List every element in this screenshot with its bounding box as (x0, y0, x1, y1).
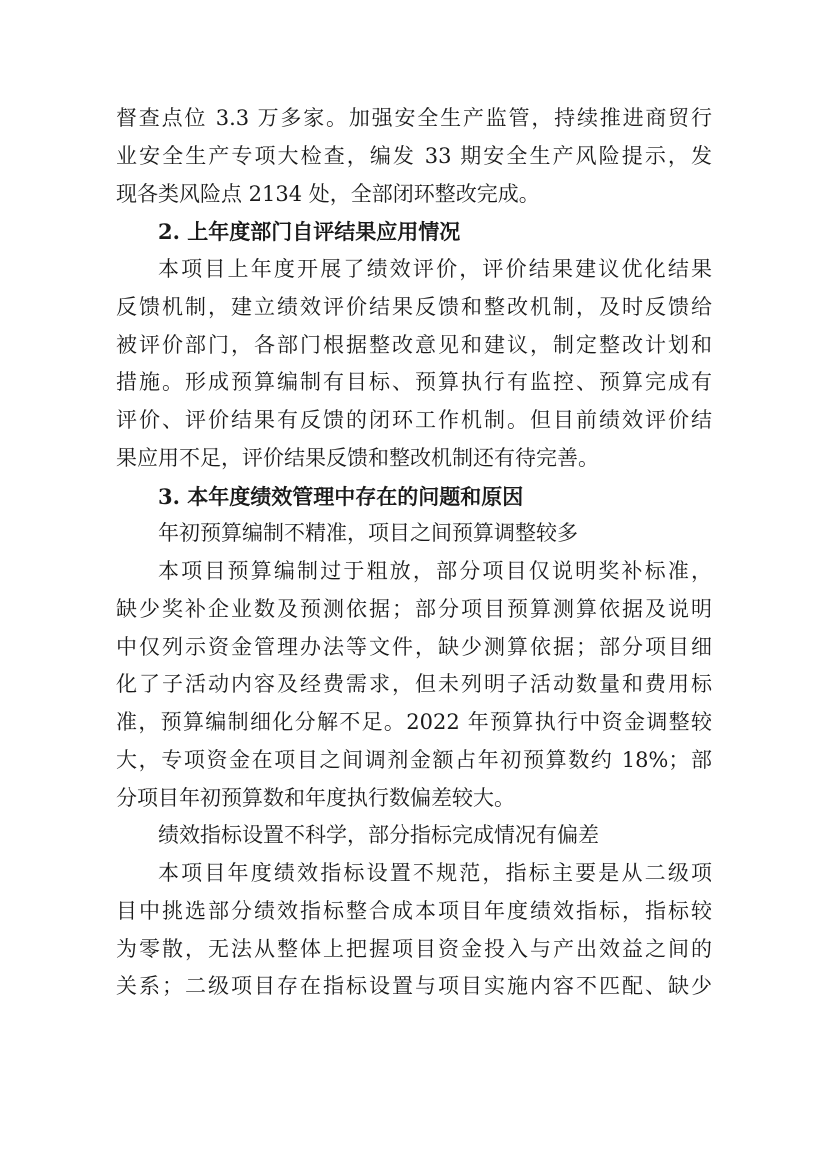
section-heading: 2. 上年度部门自评结果应用情况 (158, 219, 461, 245)
body-text (116, 100, 712, 1006)
paragraph-line: 评价、评价结果有反馈的闭环工作机制。但目前绩效评价结 (116, 408, 712, 432)
section-heading: 3. 本年度绩效管理中存在的问题和原因 (158, 483, 524, 509)
subheading-line: 年初预算编制不精准，项目之间预算调整较多 (158, 521, 578, 546)
paragraph-line: 本项目上年度开展了绩效评价，评价结果建议优化结果 (158, 257, 712, 281)
paragraph-line: 被评价部门，各部门根据整改意见和建议，制定整改计划和 (116, 332, 712, 357)
paragraph-line: 现各类风险点 2134 处，全部闭环整改完成。 (116, 181, 540, 206)
paragraph-line: 措施。形成预算编制有目标、预算执行有监控、预算完成有 (116, 370, 712, 395)
paragraph-line: 目中挑选部分绩效指标整合成本项目年度绩效指标，指标较 (116, 898, 712, 923)
paragraph-line: 分项目年初预算数和年度执行数偏差较大。 (116, 785, 515, 810)
paragraph-line: 缺少奖补企业数及预测依据；部分项目预算测算依据及说明 (116, 596, 712, 621)
paragraph-line: 反馈机制，建立绩效评价结果反馈和整改机制，及时反馈给 (116, 294, 712, 319)
paragraph-line: 关系；二级项目存在指标设置与项目实施内容不匹配、缺少 (116, 974, 712, 999)
paragraph-line: 业安全生产专项大检查，编发 33 期安全生产风险提示，发 (116, 143, 712, 168)
paragraph-line: 本项目预算编制过于粗放，部分项目仅说明奖补标准， (158, 559, 712, 583)
paragraph-line: 中仅列示资金管理办法等文件，缺少测算依据；部分项目细 (116, 634, 712, 659)
paragraph-line: 果应用不足，评价结果反馈和整改机制还有待完善。 (116, 445, 599, 470)
subheading-line: 绩效指标设置不科学，部分指标完成情况有偏差 (158, 823, 599, 848)
paragraph-line: 本项目年度绩效指标设置不规范，指标主要是从二级项 (158, 861, 712, 885)
paragraph-line: 准，预算编制细化分解不足。2022 年预算执行中资金调整较 (116, 710, 712, 734)
paragraph-line: 化了子活动内容及经费需求，但未列明子活动数量和费用标 (116, 672, 712, 697)
paragraph-line: 为零散，无法从整体上把握项目资金投入与产出效益之间的 (116, 936, 712, 961)
paragraph-line: 督查点位 3.3 万多家。加强安全生产监管，持续推进商贸行 (116, 106, 712, 130)
paragraph-line: 大，专项资金在项目之间调剂金额占年初预算数约 18%；部 (116, 747, 712, 772)
